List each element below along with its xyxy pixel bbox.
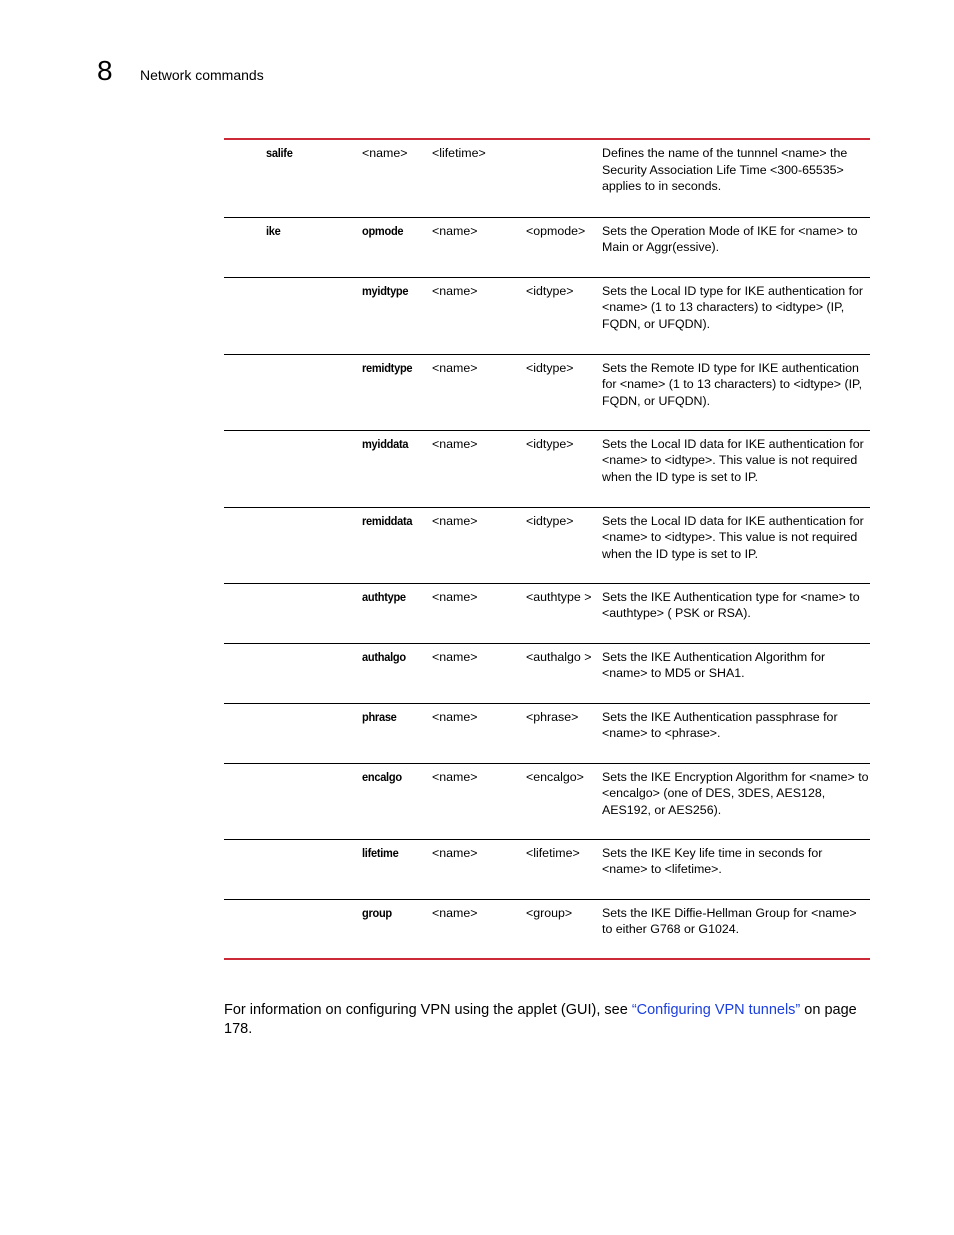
arg-name: <name> [432, 436, 478, 451]
chapter-number: 8 [97, 55, 113, 86]
subcommand: myiddata [362, 436, 409, 451]
arg-value-cell [526, 703, 602, 763]
configuring-vpn-tunnels-link[interactable]: “Configuring VPN tunnels” [631, 1002, 801, 1018]
subcommand-cell [362, 763, 432, 839]
command-group-cell [224, 703, 362, 763]
arg-value-cell [526, 217, 602, 277]
footer-paragraph [224, 1001, 870, 1039]
subcommand-cell [362, 643, 432, 703]
arg-name-cell [432, 430, 526, 507]
arg-value-cell [526, 899, 602, 958]
command-group-cell [224, 277, 362, 354]
arg-value-cell [526, 643, 602, 703]
description: Sets the IKE Authentication type for <name> to <authtype> ( PSK or RSA). [602, 589, 860, 620]
command-group-cell [224, 217, 362, 277]
arg-name-cell [432, 354, 526, 430]
arg-value-cell [526, 354, 602, 430]
table-row [224, 763, 870, 839]
description: Sets the IKE Authentication passphrase for <name> to <phrase>. [602, 709, 838, 740]
arg-value: <phrase> [526, 709, 579, 724]
table-row [224, 277, 870, 354]
description: Sets the IKE Key life time in seconds for <name> to <lifetime>. [602, 845, 823, 876]
description: Sets the Operation Mode of IKE for <name> to Main or Aggr(essive). [602, 223, 858, 254]
command-table [224, 138, 870, 960]
arg-name-cell [432, 507, 526, 583]
subcommand: authtype [362, 589, 406, 604]
footer-text-before: For information on configuring VPN using the applet (GUI), see [224, 1002, 632, 1018]
description-cell [602, 703, 870, 763]
arg-name: <name> [432, 709, 478, 724]
table-row [224, 899, 870, 958]
arg-name: <name> [432, 283, 478, 298]
subcommand-cell [362, 583, 432, 643]
description-cell [602, 217, 870, 277]
command-group-cell [224, 140, 362, 217]
arg-value-cell [526, 430, 602, 507]
description: Defines the name of the tunnnel <name> the Security Association Life Time <300-65535> applies to in seconds. [602, 146, 848, 193]
arg-lifetime: <lifetime> [432, 146, 486, 160]
arg-value: <group> [526, 905, 573, 920]
arg-value-cell [526, 839, 602, 899]
description-cell [602, 507, 870, 583]
subcommand-cell [362, 507, 432, 583]
arg-value: <authtype > [526, 589, 592, 604]
description: Sets the Local ID data for IKE authentication for <name> to <idtype>. This value is not required when the ID type is set to IP. [602, 436, 864, 484]
arg-value: <authalgo > [526, 649, 592, 664]
description-cell [602, 839, 870, 899]
table-row [224, 703, 870, 763]
subcommand-cell [362, 703, 432, 763]
command-table-body [224, 140, 870, 958]
description: Sets the IKE Authentication Algorithm for <name> to MD5 or SHA1. [602, 649, 826, 680]
subcommand: remidtype [362, 360, 413, 375]
table-row [224, 583, 870, 643]
subcommand: opmode [362, 223, 404, 238]
command-group-cell [224, 643, 362, 703]
table-row [224, 430, 870, 507]
arg-value-cell [526, 507, 602, 583]
arg-value: <idtype> [526, 513, 574, 528]
description-cell [602, 354, 870, 430]
command-group-cell [224, 899, 362, 958]
description-cell [602, 583, 870, 643]
arg-value-cell [526, 140, 602, 217]
description: Sets the Remote ID type for IKE authentication for <name> (1 to 13 characters) to <idtype> (IP, FQDN, or UFQDN). [602, 360, 863, 408]
arg-name-cell [432, 217, 526, 277]
table-row [224, 839, 870, 899]
arg-name: <name> [432, 513, 478, 528]
arg-value-cell [526, 763, 602, 839]
arg-value: <idtype> [526, 436, 574, 451]
arg-value: <encalgo> [526, 769, 584, 784]
command-group-cell [224, 839, 362, 899]
arg-name-cell [432, 839, 526, 899]
arg-name: <name> [432, 360, 478, 375]
arg-name-cell [432, 643, 526, 703]
arg-value-cell [526, 277, 602, 354]
command-group-cell [224, 430, 362, 507]
arg-value: <idtype> [526, 360, 574, 375]
arg-name: <name> [432, 589, 478, 604]
description: Sets the IKE Diffie-Hellman Group for <name> to either G768 or G1024. [602, 905, 857, 936]
subcommand: phrase [362, 709, 397, 724]
subcommand-cell [362, 277, 432, 354]
subcommand-cell [362, 217, 432, 277]
description-cell [602, 899, 870, 958]
subcommand-cell [362, 839, 432, 899]
table-bottom-rule [224, 958, 870, 960]
description-cell [602, 140, 870, 217]
arg-value: <opmode> [526, 223, 586, 238]
arg-value-cell [526, 583, 602, 643]
table-row [224, 643, 870, 703]
command-group-cell [224, 583, 362, 643]
subcommand-cell [362, 430, 432, 507]
table-row [224, 140, 870, 217]
subcommand: encalgo [362, 769, 402, 784]
subcommand-cell [362, 899, 432, 958]
table-row [224, 354, 870, 430]
subcommand: group [362, 905, 392, 920]
arg-value: <lifetime> [526, 845, 580, 860]
description-cell [602, 763, 870, 839]
subcommand: myidtype [362, 283, 409, 298]
footer-text-after: on page 178. [224, 1002, 857, 1037]
subcommand: authalgo [362, 649, 406, 664]
command-group-cell [224, 507, 362, 583]
subcommand-cell [362, 354, 432, 430]
chapter-title: Network commands [140, 67, 264, 83]
description-cell [602, 277, 870, 354]
arg-name: <name> [362, 146, 408, 160]
subcommand: remiddata [362, 513, 413, 528]
command-group: salife [266, 146, 293, 160]
arg-value: <idtype> [526, 283, 574, 298]
description: Sets the Local ID type for IKE authentication for <name> (1 to 13 characters) to <idtype> (IP, FQDN, or UFQDN). [602, 283, 864, 331]
description: Sets the Local ID data for IKE authentication for <name> to <idtype>. This value is not required when the ID type is set to IP. [602, 513, 864, 561]
description-cell [602, 430, 870, 507]
arg-name: <name> [432, 905, 478, 920]
arg-name: <name> [432, 769, 478, 784]
table-row [224, 507, 870, 583]
command-group: ike [266, 223, 281, 238]
arg-name-cell [432, 277, 526, 354]
arg-name-cell [362, 140, 432, 217]
arg-lifetime-cell [432, 140, 526, 217]
command-group-cell [224, 763, 362, 839]
description-cell [602, 643, 870, 703]
description: Sets the IKE Encryption Algorithm for <name> to <encalgo> (one of DES, 3DES, AES128, AES192, or AES256). [602, 769, 869, 817]
table-row [224, 217, 870, 277]
arg-name-cell [432, 763, 526, 839]
arg-name: <name> [432, 649, 478, 664]
arg-name: <name> [432, 845, 478, 860]
arg-name-cell [432, 703, 526, 763]
subcommand: lifetime [362, 845, 399, 860]
arg-name-cell [432, 899, 526, 958]
command-group-cell [224, 354, 362, 430]
arg-name: <name> [432, 223, 478, 238]
arg-name-cell [432, 583, 526, 643]
